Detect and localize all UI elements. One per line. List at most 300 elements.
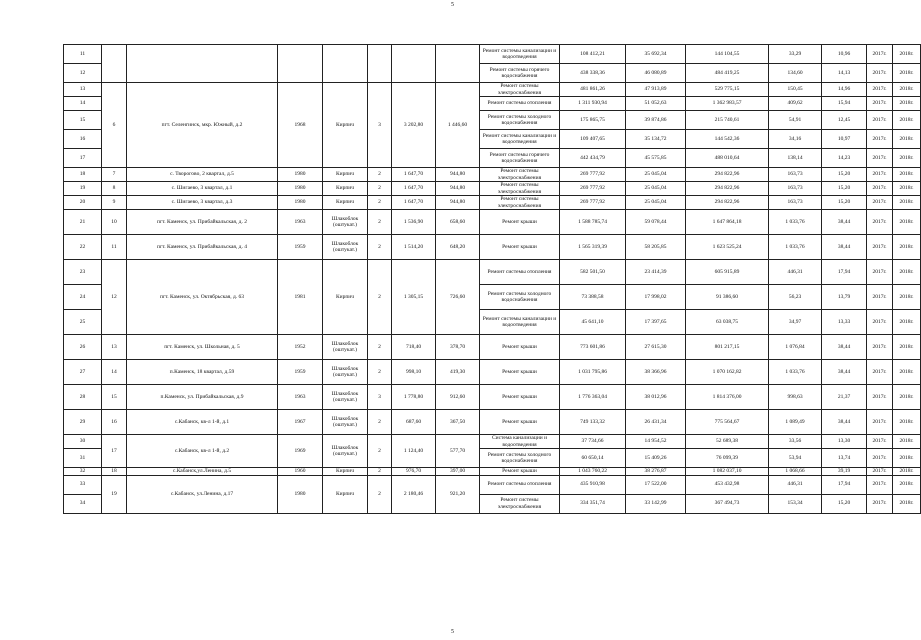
supervision-cost: 38 366,96: [626, 360, 686, 385]
supervision-cost: 26 431,34: [626, 410, 686, 435]
supervision-cost: 35 692,34: [626, 45, 686, 64]
supervision-cost: 17 522,00: [626, 475, 686, 494]
row-number: 33: [64, 475, 102, 494]
row-number: 15: [64, 111, 102, 130]
row-number: 14: [64, 97, 102, 111]
year-start: 2017г.: [867, 235, 893, 260]
total-area: [392, 45, 436, 83]
specific-cost: 1 033,76: [769, 360, 822, 385]
living-area: 419,30: [436, 360, 480, 385]
rate: 10,96: [822, 45, 867, 64]
address: с.Кабанск,ул.Ленина, д.5: [127, 468, 278, 476]
supervision-cost: 17 397,65: [626, 310, 686, 335]
floors: 2: [368, 235, 392, 260]
rate: 38,44: [822, 410, 867, 435]
specific-cost: 1 033,76: [769, 235, 822, 260]
year-end: 2018г.: [893, 45, 921, 64]
total-area: 1 514,20: [392, 235, 436, 260]
year-start: 2017г.: [867, 260, 893, 285]
supervision-cost: 27 615,30: [626, 335, 686, 360]
total-area: 998,10: [392, 360, 436, 385]
floors: 2: [368, 468, 392, 476]
rate: 15,20: [822, 168, 867, 182]
floors: 2: [368, 410, 392, 435]
wall-material: Шлакоблок (оштукат.): [323, 235, 368, 260]
specific-cost: 446,31: [769, 475, 822, 494]
year-start: 2017г.: [867, 64, 893, 83]
rate: 10,97: [822, 130, 867, 149]
address: с.Кабанск, кв-л 1-й, д.1: [127, 410, 278, 435]
work-cost: 73 388,58: [560, 285, 626, 310]
rate: 21,37: [822, 385, 867, 410]
total-cost: 775 564,67: [686, 410, 769, 435]
wall-material: [323, 45, 368, 83]
supervision-cost: 25 045,04: [626, 196, 686, 210]
year-end: 2018г.: [893, 260, 921, 285]
row-number: 31: [64, 449, 102, 468]
building-index: 14: [102, 360, 127, 385]
build-year: 1959: [278, 360, 323, 385]
living-area: 397,00: [436, 468, 480, 476]
total-cost: 605 915,89: [686, 260, 769, 285]
supervision-cost: 47 913,89: [626, 83, 686, 97]
specific-cost: 134,60: [769, 64, 822, 83]
work-type: Ремонт системы холодного водоснабжения: [480, 285, 560, 310]
supervision-cost: 38 276,87: [626, 468, 686, 476]
year-end: 2018г.: [893, 335, 921, 360]
year-end: 2018г.: [893, 360, 921, 385]
rate: 38,44: [822, 335, 867, 360]
total-area: 1 536,90: [392, 210, 436, 235]
build-year: 1980: [278, 475, 323, 513]
year-end: 2018г.: [893, 111, 921, 130]
table-row: [64, 360, 921, 385]
work-cost: 1 565 319,39: [560, 235, 626, 260]
year-end: 2018г.: [893, 64, 921, 83]
row-number: 32: [64, 468, 102, 476]
row-number: 13: [64, 83, 102, 97]
supervision-cost: 39 874,86: [626, 111, 686, 130]
supervision-cost: 25 045,04: [626, 182, 686, 196]
year-end: 2018г.: [893, 468, 921, 476]
supervision-cost: 59 078,44: [626, 210, 686, 235]
wall-material: Шлакоблок (оштукат.): [323, 410, 368, 435]
rate: 38,44: [822, 360, 867, 385]
address: [127, 45, 278, 83]
table-row: [64, 475, 921, 494]
rate: 12,45: [822, 111, 867, 130]
living-area: 378,70: [436, 335, 480, 360]
supervision-cost: 33 142,99: [626, 494, 686, 513]
work-cost: 1 031 795,86: [560, 360, 626, 385]
work-type: Ремонт системы канализации и водоотведения: [480, 310, 560, 335]
work-type: Ремонт крыши: [480, 335, 560, 360]
address: пгт. Каменск, ул. Школьная, д. 5: [127, 335, 278, 360]
work-cost: 60 650,14: [560, 449, 626, 468]
specific-cost: 153,34: [769, 494, 822, 513]
work-cost: 109 407,65: [560, 130, 626, 149]
work-cost: 749 133,32: [560, 410, 626, 435]
specific-cost: 34,16: [769, 130, 822, 149]
address: пгт. Селенгинск, мкр. Южный, д.2: [127, 83, 278, 168]
work-cost: 334 351,74: [560, 494, 626, 513]
rate: 13,79: [822, 285, 867, 310]
address: пгт. Каменск, ул. Прибайкальская, д. 2: [127, 210, 278, 235]
work-cost: 773 601,86: [560, 335, 626, 360]
row-number: 30: [64, 435, 102, 449]
year-start: 2017г.: [867, 45, 893, 64]
building-index: 8: [102, 182, 127, 196]
year-end: 2018г.: [893, 83, 921, 97]
living-area: 726,60: [436, 260, 480, 335]
wall-material: Шлакоблок (оштукат.): [323, 210, 368, 235]
floors: 2: [368, 196, 392, 210]
specific-cost: 163,73: [769, 168, 822, 182]
year-start: 2017г.: [867, 475, 893, 494]
work-type: Ремонт системы электроснабжения: [480, 494, 560, 513]
year-end: 2018г.: [893, 235, 921, 260]
work-type: Ремонт системы канализации и водоотведения: [480, 130, 560, 149]
floors: 2: [368, 210, 392, 235]
year-end: 2018г.: [893, 385, 921, 410]
building-index: 15: [102, 385, 127, 410]
row-number: 20: [64, 196, 102, 210]
supervision-cost: 14 954,52: [626, 435, 686, 449]
building-index: 18: [102, 468, 127, 476]
table-row: [64, 45, 921, 64]
total-cost: 215 740,61: [686, 111, 769, 130]
rate: 15,94: [822, 97, 867, 111]
floors: 2: [368, 260, 392, 335]
build-year: 1980: [278, 182, 323, 196]
wall-material: Кирпич: [323, 475, 368, 513]
address: п.Каменск, ул. Прибайкальская, д.9: [127, 385, 278, 410]
year-end: 2018г.: [893, 97, 921, 111]
wall-material: Кирпич: [323, 196, 368, 210]
supervision-cost: 46 080,89: [626, 64, 686, 83]
table-row: [64, 182, 921, 196]
build-year: [278, 45, 323, 83]
wall-material: Кирпич: [323, 468, 368, 476]
building-index: 16: [102, 410, 127, 435]
living-area: 1 446,60: [436, 83, 480, 168]
specific-cost: 998,63: [769, 385, 822, 410]
total-cost: 488 010,64: [686, 149, 769, 168]
build-year: 1981: [278, 260, 323, 335]
supervision-cost: 58 205,85: [626, 235, 686, 260]
year-end: 2018г.: [893, 130, 921, 149]
year-end: 2018г.: [893, 475, 921, 494]
total-cost: 1 082 037,10: [686, 468, 769, 476]
building-index: 17: [102, 435, 127, 468]
year-start: 2017г.: [867, 196, 893, 210]
work-type: Ремонт крыши: [480, 468, 560, 476]
table-row: [64, 235, 921, 260]
address: пгт. Каменск, ул. Прибайкальская, д. 4: [127, 235, 278, 260]
specific-cost: 33,56: [769, 435, 822, 449]
specific-cost: 446,31: [769, 260, 822, 285]
build-year: 1959: [278, 235, 323, 260]
build-year: 1969: [278, 435, 323, 468]
wall-material: Шлакоблок (оштукат.): [323, 335, 368, 360]
total-cost: 1 647 864,18: [686, 210, 769, 235]
rate: 17,94: [822, 475, 867, 494]
work-cost: 1 588 785,74: [560, 210, 626, 235]
work-cost: 45 641,10: [560, 310, 626, 335]
rate: 14,96: [822, 83, 867, 97]
rate: 13,33: [822, 310, 867, 335]
work-type: Ремонт системы электроснабжения: [480, 83, 560, 97]
year-end: 2018г.: [893, 168, 921, 182]
living-area: 944,80: [436, 196, 480, 210]
year-start: 2017г.: [867, 360, 893, 385]
repair-plan-table: [63, 44, 921, 514]
floors: 2: [368, 335, 392, 360]
work-cost: 582 501,50: [560, 260, 626, 285]
rate: 17,94: [822, 260, 867, 285]
year-start: 2017г.: [867, 83, 893, 97]
work-cost: 108 412,21: [560, 45, 626, 64]
work-cost: 481 861,26: [560, 83, 626, 97]
supervision-cost: 38 012,96: [626, 385, 686, 410]
total-area: 1 647,70: [392, 196, 436, 210]
work-type: Ремонт системы электроснабжения: [480, 168, 560, 182]
total-area: 1 778,80: [392, 385, 436, 410]
floors: 3: [368, 385, 392, 410]
year-start: 2017г.: [867, 182, 893, 196]
specific-cost: 54,91: [769, 111, 822, 130]
work-cost: 442 434,79: [560, 149, 626, 168]
supervision-cost: 45 575,85: [626, 149, 686, 168]
wall-material: Кирпич: [323, 83, 368, 168]
supervision-cost: 25 045,04: [626, 168, 686, 182]
building-index: 12: [102, 260, 127, 335]
total-area: 687,60: [392, 410, 436, 435]
specific-cost: 163,73: [769, 182, 822, 196]
total-area: 1 647,70: [392, 182, 436, 196]
work-cost: 435 910,98: [560, 475, 626, 494]
work-cost: 269 777,92: [560, 168, 626, 182]
table-row: [64, 168, 921, 182]
year-end: 2018г.: [893, 285, 921, 310]
row-number: 27: [64, 360, 102, 385]
year-start: 2017г.: [867, 385, 893, 410]
specific-cost: 1 089,49: [769, 410, 822, 435]
total-area: 1 647,70: [392, 168, 436, 182]
year-start: 2017г.: [867, 449, 893, 468]
total-area: 1 124,40: [392, 435, 436, 468]
total-area: 1 305,15: [392, 260, 436, 335]
page-number-bottom: 5: [451, 629, 454, 635]
year-start: 2017г.: [867, 130, 893, 149]
year-end: 2018г.: [893, 210, 921, 235]
table-row: [64, 196, 921, 210]
floors: 3: [368, 83, 392, 168]
building-index: 7: [102, 168, 127, 182]
specific-cost: 1 076,84: [769, 335, 822, 360]
building-index: 10: [102, 210, 127, 235]
specific-cost: 1 068,66: [769, 468, 822, 476]
living-area: 944,80: [436, 182, 480, 196]
floors: 2: [368, 168, 392, 182]
row-number: 23: [64, 260, 102, 285]
work-type: Ремонт крыши: [480, 235, 560, 260]
address: с.Кабанск, кв-л 1-й, д.2: [127, 435, 278, 468]
row-number: 12: [64, 64, 102, 83]
supervision-cost: 51 052,63: [626, 97, 686, 111]
work-type: Ремонт системы холодного водоснабжения: [480, 111, 560, 130]
supervision-cost: 35 134,72: [626, 130, 686, 149]
row-number: 19: [64, 182, 102, 196]
table-row: [64, 410, 921, 435]
specific-cost: 53,94: [769, 449, 822, 468]
build-year: 1963: [278, 385, 323, 410]
building-index: 13: [102, 335, 127, 360]
total-cost: 52 689,38: [686, 435, 769, 449]
year-end: 2018г.: [893, 435, 921, 449]
work-type: Ремонт системы горячего водоснабжения: [480, 64, 560, 83]
living-area: 577,70: [436, 435, 480, 468]
row-number: 11: [64, 45, 102, 64]
rate: 38,44: [822, 210, 867, 235]
work-cost: 438 338,36: [560, 64, 626, 83]
total-area: 976,70: [392, 468, 436, 476]
year-start: 2017г.: [867, 168, 893, 182]
rate: 14,23: [822, 149, 867, 168]
table-row: [64, 335, 921, 360]
rate: 14,13: [822, 64, 867, 83]
table-row: [64, 468, 921, 476]
living-area: 912,60: [436, 385, 480, 410]
year-end: 2018г.: [893, 310, 921, 335]
year-start: 2017г.: [867, 435, 893, 449]
total-cost: 801 217,15: [686, 335, 769, 360]
rate: 39,19: [822, 468, 867, 476]
living-area: 944,80: [436, 168, 480, 182]
address: пгт. Каменск, ул. Октябрьская, д. 63: [127, 260, 278, 335]
year-end: 2018г.: [893, 196, 921, 210]
work-cost: 269 777,92: [560, 182, 626, 196]
total-area: 718,40: [392, 335, 436, 360]
specific-cost: 33,29: [769, 45, 822, 64]
floors: 2: [368, 435, 392, 468]
rate: 38,44: [822, 235, 867, 260]
row-number: 21: [64, 210, 102, 235]
address: с. Творогово, 2 квартал, д.5: [127, 168, 278, 182]
total-cost: 529 775,15: [686, 83, 769, 97]
work-type: Ремонт системы электроснабжения: [480, 182, 560, 196]
total-cost: 91 386,60: [686, 285, 769, 310]
total-cost: 294 822,96: [686, 182, 769, 196]
year-start: 2017г.: [867, 335, 893, 360]
specific-cost: 56,23: [769, 285, 822, 310]
work-type: Ремонт системы холодного водоснабжения: [480, 449, 560, 468]
building-index: 9: [102, 196, 127, 210]
total-area: 3 202,80: [392, 83, 436, 168]
rate: 15,20: [822, 494, 867, 513]
year-start: 2017г.: [867, 494, 893, 513]
build-year: 1980: [278, 196, 323, 210]
address: с. Шигаево, 3 квартал, д.3: [127, 196, 278, 210]
row-number: 16: [64, 130, 102, 149]
building-index: [102, 45, 127, 83]
living-area: 658,60: [436, 210, 480, 235]
year-end: 2018г.: [893, 410, 921, 435]
wall-material: Кирпич: [323, 182, 368, 196]
specific-cost: 138,14: [769, 149, 822, 168]
year-start: 2017г.: [867, 111, 893, 130]
specific-cost: 150,45: [769, 83, 822, 97]
supervision-cost: 23 414,39: [626, 260, 686, 285]
work-type: Система канализации и водоотведения: [480, 435, 560, 449]
build-year: 1967: [278, 410, 323, 435]
work-cost: 175 865,75: [560, 111, 626, 130]
build-year: 1952: [278, 335, 323, 360]
build-year: 1980: [278, 168, 323, 182]
specific-cost: 1 033,76: [769, 210, 822, 235]
year-start: 2017г.: [867, 97, 893, 111]
table-row: [64, 83, 921, 97]
work-cost: 1 311 930,94: [560, 97, 626, 111]
work-type: Ремонт крыши: [480, 360, 560, 385]
rate: 13,30: [822, 435, 867, 449]
wall-material: Кирпич: [323, 168, 368, 182]
specific-cost: 34,97: [769, 310, 822, 335]
building-index: 6: [102, 83, 127, 168]
row-number: 17: [64, 149, 102, 168]
work-type: Ремонт крыши: [480, 410, 560, 435]
living-area: [436, 45, 480, 83]
work-type: Ремонт системы отопления: [480, 475, 560, 494]
work-type: Ремонт системы отопления: [480, 97, 560, 111]
rate: 15,20: [822, 182, 867, 196]
row-number: 24: [64, 285, 102, 310]
row-number: 28: [64, 385, 102, 410]
total-cost: 294 822,96: [686, 196, 769, 210]
work-cost: 1 776 363,04: [560, 385, 626, 410]
total-cost: 144 542,36: [686, 130, 769, 149]
work-type: Ремонт системы электроснабжения: [480, 196, 560, 210]
table-row: [64, 435, 921, 449]
build-year: 1960: [278, 468, 323, 476]
wall-material: Кирпич: [323, 260, 368, 335]
work-cost: 1 043 760,22: [560, 468, 626, 476]
table-row: [64, 260, 921, 285]
year-start: 2017г.: [867, 210, 893, 235]
build-year: 1968: [278, 83, 323, 168]
living-area: 921,20: [436, 475, 480, 513]
work-cost: 37 734,66: [560, 435, 626, 449]
work-type: Ремонт системы горячего водоснабжения: [480, 149, 560, 168]
work-type: Ремонт системы канализации и водоотведения: [480, 45, 560, 64]
table-row: [64, 210, 921, 235]
total-cost: 1 362 983,57: [686, 97, 769, 111]
floors: 2: [368, 360, 392, 385]
living-area: 648,20: [436, 235, 480, 260]
total-cost: 453 432,98: [686, 475, 769, 494]
rate: 13,74: [822, 449, 867, 468]
total-cost: 1 623 525,24: [686, 235, 769, 260]
page-number-top: 5: [451, 2, 454, 8]
total-cost: 484 419,25: [686, 64, 769, 83]
year-end: 2018г.: [893, 449, 921, 468]
year-start: 2017г.: [867, 285, 893, 310]
work-cost: 269 777,92: [560, 196, 626, 210]
address: с.Кабанск, ул.Ленина, д.17: [127, 475, 278, 513]
supervision-cost: 15 409,26: [626, 449, 686, 468]
total-cost: 76 099,39: [686, 449, 769, 468]
year-end: 2018г.: [893, 494, 921, 513]
